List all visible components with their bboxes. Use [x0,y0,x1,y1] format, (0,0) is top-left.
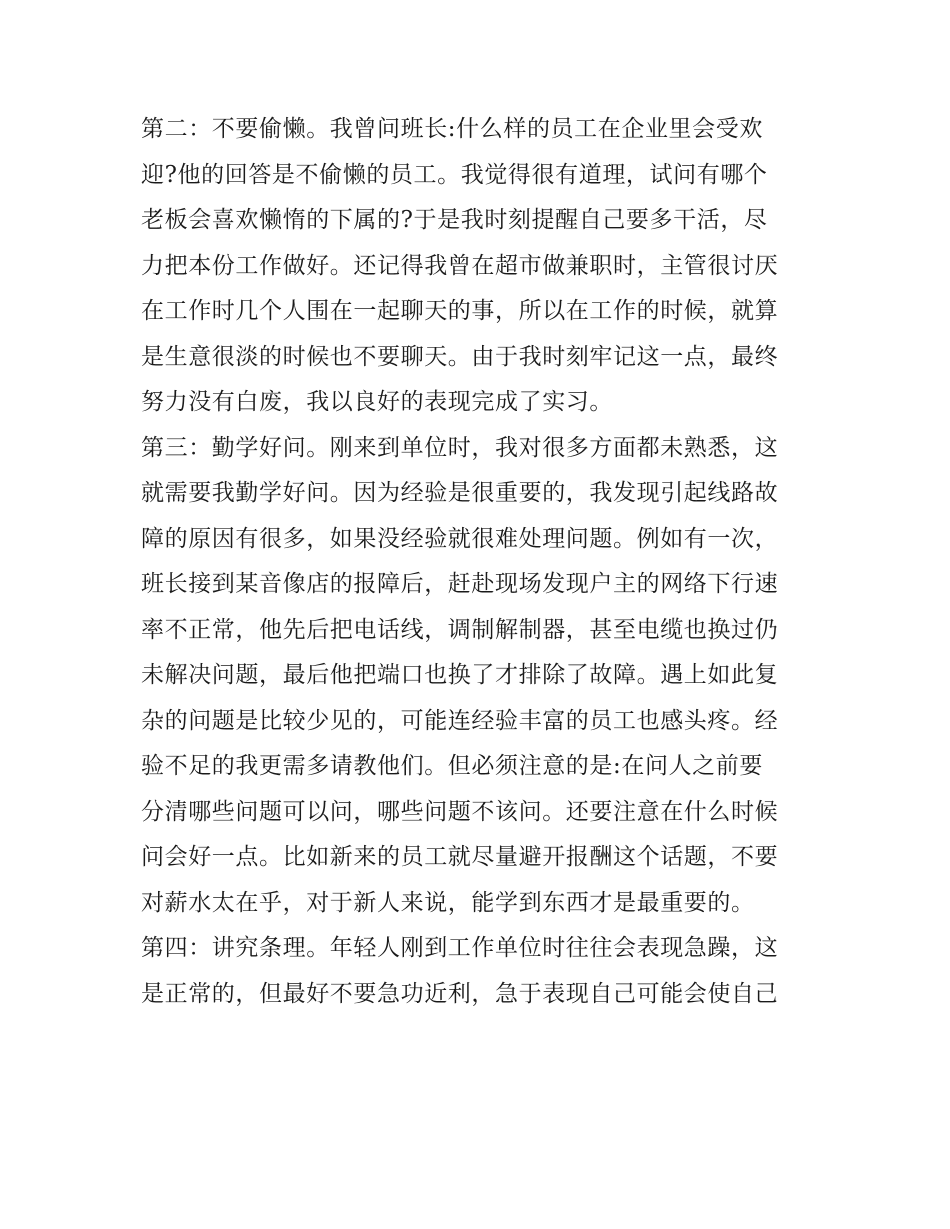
text-line: 验不足的我更需多请教他们。但必须注意的是:在问人之前要 [141,753,763,779]
text-line: 是生意很淡的时候也不要聊天。由于我时刻牢记这一点，最终 [141,343,779,370]
text-line: 对薪水太在乎，对于新人来说，能学到东西才是最重要的。 [141,889,755,916]
text-line: 努力没有白废，我以良好的表现完成了实习。 [141,389,613,415]
text-line: 就需要我勤学好问。因为经验是很重要的，我发现引起线路故 [141,480,779,506]
text-line: 分清哪些问题可以问，哪些问题不该问。还要注意在什么时候 [141,798,779,825]
text-line: 是正常的，但最好不要急功近利，急于表现自己可能会使自己 [141,980,779,1007]
text-line: 率不正常，他先后把电话线，调制解制器，甚至电缆也换过仍 [141,616,779,643]
text-line: 第三：勤学好问。刚来到单位时，我对很多方面都未熟悉，这 [141,434,779,461]
text-line: 在工作时几个人围在一起聊天的事，所以在工作的时候，就算 [141,298,779,324]
text-line: 第四：讲究条理。年轻人刚到工作单位时往往会表现急躁，这 [141,935,779,961]
text-line: 迎?他的回答是不偷懒的员工。我觉得很有道理，试问有哪个 [141,161,768,188]
text-line: 力把本份工作做好。还记得我曾在超市做兼职时，主管很讨厌 [141,252,779,279]
text-line: 杂的问题是比较少见的，可能连经验丰富的员工也感头疼。经 [141,707,779,734]
text-line: 问会好一点。比如新来的员工就尽量避开报酬这个话题，不要 [141,844,779,870]
text-line: 未解决问题，最后他把端口也换了才排除了故障。遇上如此复 [141,662,779,688]
text-line: 班长接到某音像店的报障后，赶赴现场发现户主的网络下行速 [141,571,779,597]
text-line: 老板会喜欢懒惰的下属的?于是我时刻提醒自己要多干活，尽 [141,207,768,233]
body-text [141,107,821,1017]
text-line: 障的原因有很多，如果没经验就很难处理问题。例如有一次， [141,525,779,552]
text-line: 第二：不要偷懒。我曾问班长:什么样的员工在企业里会受欢 [141,116,763,142]
